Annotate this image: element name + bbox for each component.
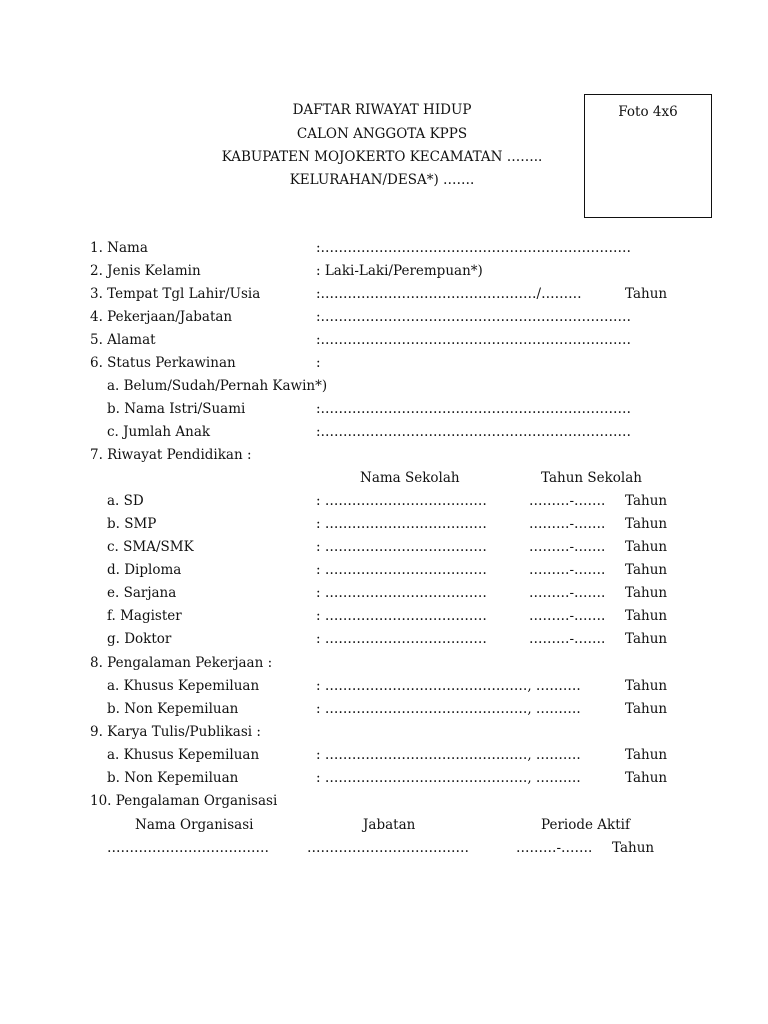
field-row-marital-status: [0, 355, 768, 375]
education-level: g. Doktor: [107, 631, 172, 647]
school-year-blank: ………-…….: [529, 493, 606, 509]
field-unit: Tahun: [625, 770, 668, 786]
education-row: [0, 516, 768, 536]
organization-period-blank: ………-…….: [516, 840, 593, 856]
field-row-address: [0, 332, 768, 352]
field-label: 4. Pekerjaan/Jabatan: [90, 309, 233, 325]
field-value: :……………………………………………………………: [316, 240, 632, 256]
field-value: :……………………………………………………………: [316, 309, 632, 325]
field-unit: Tahun: [625, 608, 668, 624]
education-level: a. SD: [107, 493, 144, 509]
field-label: a. Khusus Kepemiluan: [107, 678, 260, 694]
school-name-blank: : ………………………………: [316, 585, 487, 601]
field-unit: Tahun: [625, 701, 668, 717]
field-value: : ………………………………………, ……….: [316, 701, 581, 717]
field-value: :……………………………………………………………: [316, 401, 632, 417]
field-unit: Tahun: [625, 747, 668, 763]
field-unit: Tahun: [625, 516, 668, 532]
education-row: [0, 631, 768, 651]
education-row: [0, 562, 768, 582]
field-unit: Tahun: [625, 539, 668, 555]
field-row-children: [0, 424, 768, 444]
field-value: : ………………………………………, ……….: [316, 747, 581, 763]
field-label: b. Non Kepemiluan: [107, 701, 239, 717]
field-unit: Tahun: [625, 493, 668, 509]
field-row-occupation: [0, 309, 768, 329]
section-title-publications: [0, 724, 768, 744]
work-row: [0, 678, 768, 698]
column-header-position: Jabatan: [363, 817, 416, 833]
field-value: :……………………………………………………………: [316, 332, 632, 348]
field-label: 6. Status Perkawinan: [90, 355, 236, 371]
field-value: : ………………………………………, ……….: [316, 678, 581, 694]
school-name-blank: : ………………………………: [316, 539, 487, 555]
education-row: [0, 539, 768, 559]
photo-box: [584, 94, 712, 218]
field-value: :……………………………………………………………: [316, 424, 632, 440]
form-village-line: KELURAHAN/DESA*) …….: [289, 172, 475, 188]
field-row-spouse: [0, 401, 768, 421]
school-year-blank: ………-…….: [529, 562, 606, 578]
organization-position-blank: ………………………………: [307, 840, 469, 856]
organization-name-blank: ………………………………: [107, 840, 269, 856]
section-title-work: [0, 655, 768, 675]
section-title: 9. Karya Tulis/Publikasi :: [90, 724, 261, 740]
school-year-blank: ………-…….: [529, 585, 606, 601]
field-label: 2. Jenis Kelamin: [90, 263, 201, 279]
field-row-name: [0, 240, 768, 260]
field-value: : Laki-Laki/Perempuan*): [316, 263, 483, 279]
publication-row: [0, 747, 768, 767]
field-value: :: [316, 355, 321, 371]
column-header-organization: Nama Organisasi: [135, 817, 254, 833]
education-level: c. SMA/SMK: [107, 539, 194, 555]
school-name-blank: : ………………………………: [316, 516, 487, 532]
section-title: 8. Pengalaman Pekerjaan :: [90, 655, 273, 671]
education-row: [0, 585, 768, 605]
field-unit: Tahun: [625, 631, 668, 647]
school-name-blank: : ………………………………: [316, 608, 487, 624]
field-row-gender: [0, 263, 768, 283]
organization-row: [0, 840, 768, 860]
field-unit: Tahun: [625, 562, 668, 578]
form-subtitle: CALON ANGGOTA KPPS: [296, 126, 468, 142]
field-unit: Tahun: [625, 286, 668, 302]
field-label: 5. Alamat: [90, 332, 156, 348]
section-title: 10. Pengalaman Organisasi: [90, 793, 278, 809]
field-label: b. Nama Istri/Suami: [107, 401, 246, 417]
form-region-line: KABUPATEN MOJOKERTO KECAMATAN ……..: [221, 149, 543, 165]
field-unit: Tahun: [625, 678, 668, 694]
field-row-birth: [0, 286, 768, 306]
education-level: d. Diploma: [107, 562, 182, 578]
school-year-blank: ………-…….: [529, 608, 606, 624]
education-level: b. SMP: [107, 516, 157, 532]
field-unit: Tahun: [612, 840, 655, 856]
column-header-school: Nama Sekolah: [360, 470, 460, 486]
field-label: b. Non Kepemiluan: [107, 770, 239, 786]
school-name-blank: : ………………………………: [316, 562, 487, 578]
field-label: 3. Tempat Tgl Lahir/Usia: [90, 286, 261, 302]
education-row: [0, 608, 768, 628]
section-title-organization: [0, 793, 768, 813]
form-title: DAFTAR RIWAYAT HIDUP: [292, 102, 472, 118]
section-title-education: [0, 447, 768, 467]
school-year-blank: ………-…….: [529, 539, 606, 555]
field-unit: Tahun: [625, 585, 668, 601]
education-level: e. Sarjana: [107, 585, 177, 601]
school-year-blank: ………-…….: [529, 631, 606, 647]
marital-option-text: a. Belum/Sudah/Pernah Kawin*): [107, 378, 328, 394]
field-label: a. Khusus Kepemiluan: [107, 747, 260, 763]
education-header-row: [0, 470, 768, 490]
education-row: [0, 493, 768, 513]
marital-option-row: [0, 378, 768, 398]
education-level: f. Magister: [107, 608, 182, 624]
school-name-blank: : ………………………………: [316, 493, 487, 509]
photo-label: Foto 4x6: [618, 104, 678, 120]
school-name-blank: : ………………………………: [316, 631, 487, 647]
column-header-period: Periode Aktif: [541, 817, 630, 833]
field-label: 1. Nama: [90, 240, 148, 256]
organization-header-row: [0, 817, 768, 837]
field-value: :…………………………………………/………: [316, 286, 582, 302]
publication-row: [0, 770, 768, 790]
work-row: [0, 701, 768, 721]
school-year-blank: ………-…….: [529, 516, 606, 532]
section-title: 7. Riwayat Pendidikan :: [90, 447, 252, 463]
column-header-year: Tahun Sekolah: [541, 470, 642, 486]
field-label: c. Jumlah Anak: [107, 424, 211, 440]
field-value: : ………………………………………, ……….: [316, 770, 581, 786]
